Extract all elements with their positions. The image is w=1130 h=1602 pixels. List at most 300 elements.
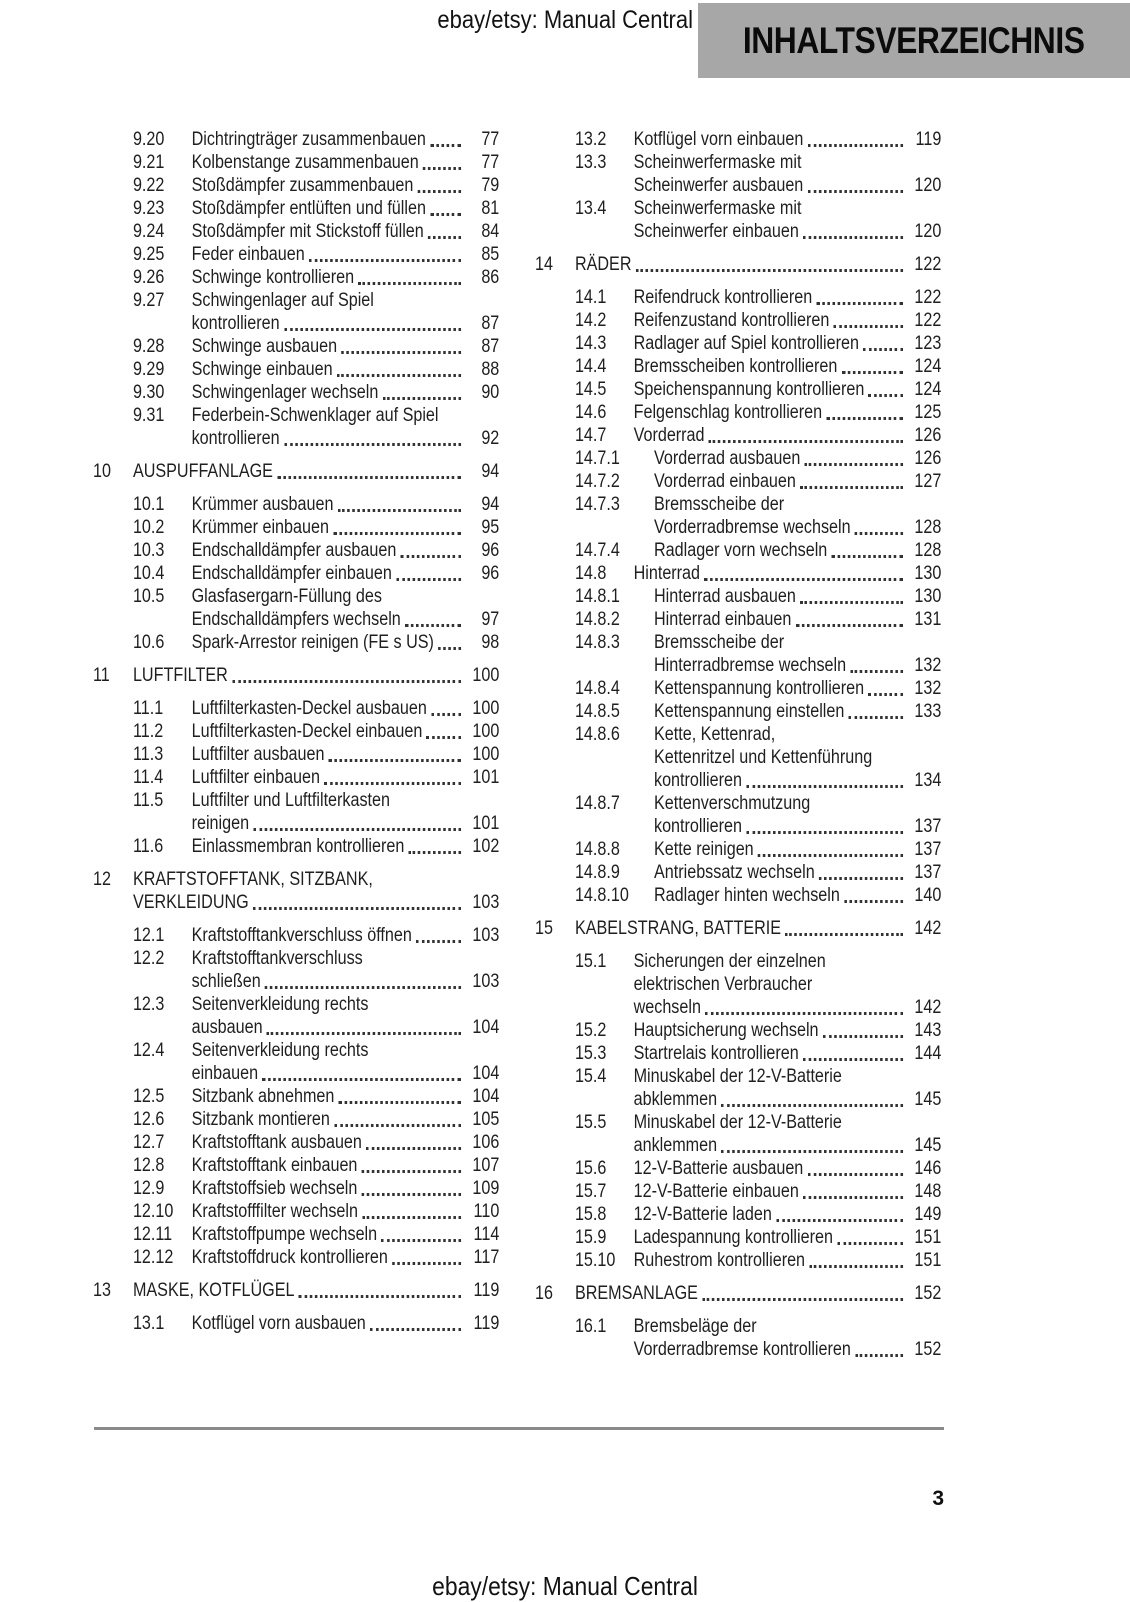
toc-section-entry: [535, 1042, 941, 1065]
toc-section-entry: [535, 677, 941, 700]
toc-entry-number: 12.10: [132, 1201, 174, 1222]
toc-entry-number: 14.8.6: [574, 724, 620, 745]
toc-entry-number: 9.23: [132, 198, 165, 219]
dot-leader: [417, 174, 462, 197]
toc-entry-title: Kotflügel vorn ausbauen: [191, 1313, 366, 1334]
toc-entry-title: Reifendruck kontrollieren: [633, 287, 813, 308]
toc-entry-title: Kraftstofffilter wechseln: [191, 1201, 358, 1222]
toc-entry-body: [192, 789, 500, 835]
dot-leader: [382, 381, 462, 404]
dot-leader: [807, 174, 904, 197]
toc-entry-number: 14.8: [574, 563, 607, 584]
toc-section-entry: [535, 631, 941, 677]
toc-entry-title: Radlager vorn wechseln: [654, 540, 828, 561]
toc-entry-page-number: 87: [481, 336, 500, 357]
dot-leader: [708, 424, 904, 447]
toc-entry-body: [192, 174, 500, 197]
toc-entry-title: Bremsscheiben kontrollieren: [633, 356, 838, 377]
dot-leader: [252, 891, 462, 914]
toc-entry-page-number: 101: [472, 767, 500, 788]
toc-entry-title-line: elektrischen Verbraucher: [633, 974, 813, 995]
toc-section-entry: [93, 766, 499, 789]
toc-entry-body: [634, 1249, 942, 1272]
toc-entry-body: [575, 1282, 941, 1305]
toc-entry-number: 13.4: [574, 198, 607, 219]
toc-entry-page-number: 94: [481, 494, 500, 515]
toc-entry-body: [192, 243, 500, 266]
toc-section-entry: [535, 539, 941, 562]
toc-entry-title: Schwinge kontrollieren: [191, 267, 355, 288]
toc-section-entry: [93, 1223, 499, 1246]
toc-entry-body: [575, 253, 941, 276]
dot-leader: [427, 220, 462, 243]
toc-entry-title: schließen: [191, 971, 261, 992]
toc-entry-title: Felgenschlag kontrollieren: [633, 402, 823, 423]
dot-leader: [836, 1226, 904, 1249]
toc-entry-body: [634, 332, 942, 355]
toc-entry-title: Spark-Arrestor reinigen (FE s US): [191, 632, 434, 653]
toc-section-entry: [535, 128, 941, 151]
toc-entry-number: 12.4: [132, 1040, 165, 1061]
toc-entry-number: 9.27: [132, 290, 165, 311]
toc-section-entry: [93, 1200, 499, 1223]
toc-entry-title: Vorderradbremse kontrollieren: [633, 1339, 851, 1360]
toc-entry-number: 12.8: [132, 1155, 165, 1176]
toc-section-entry: [93, 585, 499, 631]
toc-section-entry: [93, 358, 499, 381]
toc-entry-title: Kraftstoffsieb wechseln: [191, 1178, 358, 1199]
dot-leader: [757, 838, 904, 861]
dot-leader: [775, 1203, 904, 1226]
dot-leader: [408, 835, 462, 858]
toc-entry-number: 16: [535, 1283, 553, 1304]
toc-entry-body: [654, 700, 941, 723]
toc-entry-page-number: 143: [914, 1020, 942, 1041]
toc-entry-title: Hinterrad ausbauen: [654, 586, 796, 607]
toc-entry-title-line: Bremsscheibe der: [654, 632, 785, 653]
toc-entry-body: [654, 861, 941, 884]
dot-leader: [266, 1016, 462, 1039]
toc-entry-number: 14.5: [574, 379, 607, 400]
toc-entry-page-number: 127: [914, 471, 942, 492]
bottom-watermark: [0, 1571, 1130, 1602]
toc-entry-body: [192, 947, 500, 993]
toc-entry-number: 9.26: [132, 267, 165, 288]
toc-entry-number: 15.6: [574, 1158, 607, 1179]
dot-leader: [426, 720, 462, 743]
toc-section-entry: [93, 562, 499, 585]
toc-entry-body: [192, 585, 500, 631]
toc-section-entry: [93, 743, 499, 766]
toc-section-entry: [535, 1203, 941, 1226]
toc-column-right: [535, 128, 941, 1361]
toc-entry-title: abklemmen: [633, 1089, 718, 1110]
dot-leader: [231, 664, 462, 687]
top-watermark-text: ebay/etsy: Manual Central: [437, 6, 693, 34]
toc-entry-title: Krümmer einbauen: [191, 517, 329, 538]
toc-entry-number: 12.1: [132, 925, 165, 946]
toc-section-entry: [535, 1249, 941, 1272]
toc-section-entry: [535, 286, 941, 309]
dot-leader: [701, 1282, 904, 1305]
toc-entry-page-number: 146: [914, 1158, 942, 1179]
toc-entry-number: 14.4: [574, 356, 607, 377]
toc-entry-body: [654, 631, 941, 677]
dot-leader: [802, 1180, 904, 1203]
page-number: 3: [932, 1487, 944, 1510]
toc-entry-body: [192, 266, 500, 289]
toc-entry-body: [133, 868, 499, 914]
toc-section-entry: [535, 1111, 941, 1157]
toc-entry-body: [654, 493, 941, 539]
toc-entry-title: LUFTFILTER: [132, 665, 228, 686]
toc-section-entry: [93, 243, 499, 266]
toc-section-entry: [93, 220, 499, 243]
toc-section-entry: [93, 381, 499, 404]
toc-entry-page-number: 96: [481, 540, 500, 561]
toc-section-entry: [93, 697, 499, 720]
dot-leader: [252, 812, 461, 835]
toc-entry-title: Luftfilter einbauen: [191, 767, 321, 788]
toc-entry-title: MASKE, KOTFLÜGEL: [132, 1280, 295, 1301]
toc-chapter-entry: [535, 253, 941, 276]
toc-entry-page-number: 101: [472, 813, 500, 834]
dot-leader: [340, 335, 461, 358]
toc-entry-number: 12.6: [132, 1109, 165, 1130]
toc-section-entry: [535, 723, 941, 792]
toc-section-entry: [535, 424, 941, 447]
dot-leader: [337, 493, 462, 516]
toc-entry-body: [192, 1246, 500, 1269]
page-header-banner: [698, 3, 1130, 78]
toc-entry-page-number: 132: [914, 655, 942, 676]
toc-entry-number: 14.8.9: [574, 862, 620, 883]
toc-entry-number: 9.21: [132, 152, 165, 173]
toc-entry-title: Feder einbauen: [191, 244, 305, 265]
toc-entry-page-number: 104: [472, 1017, 500, 1038]
dot-leader: [802, 1042, 904, 1065]
toc-entry-title-line: Minuskabel der 12-V-Batterie: [633, 1066, 842, 1087]
toc-entry-title: Vorderrad ausbauen: [654, 448, 801, 469]
dot-leader: [826, 401, 904, 424]
toc-section-entry: [535, 585, 941, 608]
toc-entry-number: 14.8.4: [574, 678, 620, 699]
toc-entry-title: Kraftstofftank einbauen: [191, 1155, 358, 1176]
dot-leader: [437, 631, 462, 654]
toc-entry-title-line: Glasfasergarn-Füllung des: [191, 586, 382, 607]
toc-entry-number: 14.8.5: [574, 701, 620, 722]
toc-entry-number: 12.7: [132, 1132, 165, 1153]
toc-entry-title: 12-V-Batterie laden: [633, 1204, 772, 1225]
dot-leader: [841, 355, 904, 378]
toc-section-entry: [535, 1019, 941, 1042]
toc-entry-page-number: 119: [915, 129, 942, 150]
dot-leader: [429, 128, 462, 151]
toc-entry-body: [192, 562, 500, 585]
toc-entry-title: kontrollieren: [654, 770, 742, 791]
toc-entry-title: Stoßdämpfer entlüften und füllen: [191, 198, 426, 219]
toc-entry-body: [654, 884, 941, 907]
toc-entry-title: reinigen: [191, 813, 250, 834]
toc-entry-number: 10.5: [132, 586, 165, 607]
toc-entry-title: ausbauen: [191, 1017, 263, 1038]
toc-entry-title: kontrollieren: [654, 816, 742, 837]
toc-entry-number: 12.9: [132, 1178, 165, 1199]
toc-entry-title: Kraftstoffdruck kontrollieren: [191, 1247, 388, 1268]
toc-entry-title: Kette reinigen: [654, 839, 754, 860]
toc-entry-page-number: 125: [914, 402, 942, 423]
toc-section-entry: [93, 493, 499, 516]
toc-entry-page-number: 87: [481, 313, 500, 334]
dot-leader: [276, 460, 462, 483]
toc-entry-body: [192, 766, 500, 789]
toc-entry-title: Schwinge einbauen: [191, 359, 333, 380]
toc-chapter-entry: [93, 664, 499, 687]
toc-section-entry: [93, 404, 499, 450]
toc-entry-body: [654, 792, 941, 838]
toc-entry-title-line: Seitenverkleidung rechts: [191, 994, 369, 1015]
toc-entry-page-number: 103: [472, 892, 500, 913]
toc-entry-page-number: 137: [914, 839, 942, 860]
toc-chapter-entry: [93, 868, 499, 914]
toc-entry-page-number: 114: [473, 1224, 500, 1245]
toc-entry-page-number: 92: [481, 428, 500, 449]
toc-entry-body: [192, 516, 500, 539]
toc-entry-body: [192, 404, 500, 450]
dot-leader: [703, 562, 903, 585]
toc-entry-title: Scheinwerfer ausbauen: [633, 175, 804, 196]
toc-entry-title: Startrelais kontrollieren: [633, 1043, 799, 1064]
dot-leader: [868, 378, 904, 401]
toc-entry-number: 15.10: [574, 1250, 616, 1271]
toc-section-entry: [93, 1312, 499, 1335]
toc-entry-number: 11.5: [132, 790, 164, 811]
toc-entry-page-number: 85: [481, 244, 500, 265]
toc-entry-body: [654, 470, 941, 493]
toc-section-entry: [535, 197, 941, 243]
toc-section-entry: [535, 332, 941, 355]
toc-entry-title: Vorderrad: [633, 425, 705, 446]
toc-section-entry: [93, 1085, 499, 1108]
toc-entry-body: [634, 1226, 942, 1249]
toc-entry-number: 14.8.1: [574, 586, 620, 607]
toc-entry-page-number: 144: [914, 1043, 942, 1064]
toc-entry-body: [192, 493, 500, 516]
toc-entry-title: VERKLEIDUNG: [132, 892, 249, 913]
toc-entry-number: 9.30: [132, 382, 165, 403]
toc-entry-body: [654, 677, 941, 700]
toc-entry-page-number: 124: [914, 356, 942, 377]
dot-leader: [391, 1246, 462, 1269]
toc-entry-body: [192, 1154, 500, 1177]
toc-entry-page-number: 122: [914, 310, 942, 331]
toc-entry-title: Endschalldämpfer ausbauen: [191, 540, 397, 561]
toc-entry-body: [133, 1279, 499, 1302]
toc-section-entry: [93, 174, 499, 197]
toc-entry-title: Kotflügel vorn einbauen: [633, 129, 804, 150]
toc-entry-title: Hinterrad: [633, 563, 701, 584]
toc-entry-body: [634, 128, 942, 151]
toc-entry-body: [634, 1180, 942, 1203]
toc-entry-page-number: 94: [481, 461, 500, 482]
toc-section-entry: [93, 335, 499, 358]
toc-entry-body: [133, 460, 499, 483]
dot-leader: [720, 1134, 903, 1157]
toc-entry-title: Ladespannung kontrollieren: [633, 1227, 833, 1248]
toc-entry-page-number: 128: [914, 517, 942, 538]
dot-leader: [795, 608, 904, 631]
toc-entry-number: 10.6: [132, 632, 165, 653]
toc-section-entry: [535, 1180, 941, 1203]
toc-entry-number: 14.1: [574, 287, 607, 308]
toc-entry-number: 11.2: [132, 721, 164, 742]
toc-entry-number: 11.4: [132, 767, 164, 788]
toc-entry-number: 15.8: [574, 1204, 607, 1225]
dot-leader: [365, 1131, 462, 1154]
dot-leader: [415, 924, 462, 947]
dot-leader: [848, 700, 904, 723]
toc-section-entry: [535, 562, 941, 585]
toc-entry-title-line: Kettenritzel und Kettenführung: [654, 747, 873, 768]
toc-section-entry: [93, 1177, 499, 1200]
toc-entry-title-line: Bremsscheibe der: [654, 494, 785, 515]
toc-section-entry: [535, 608, 941, 631]
toc-entry-page-number: 90: [481, 382, 500, 403]
dot-leader: [799, 585, 904, 608]
toc-entry-body: [634, 562, 942, 585]
dot-leader: [745, 815, 904, 838]
toc-entry-number: 9.29: [132, 359, 165, 380]
toc-entry-body: [634, 309, 942, 332]
toc-entry-number: 14.7: [574, 425, 607, 446]
toc-entry-page-number: 77: [481, 129, 500, 150]
toc-entry-title: Kolbenstange zusammenbauen: [191, 152, 419, 173]
dot-leader: [333, 1108, 462, 1131]
toc-entry-page-number: 126: [914, 425, 942, 446]
dot-leader: [818, 861, 904, 884]
toc-entry-number: 15.9: [574, 1227, 607, 1248]
toc-entry-page-number: 130: [914, 586, 942, 607]
toc-entry-title: Kraftstofftank ausbauen: [191, 1132, 362, 1153]
toc-section-entry: [535, 1226, 941, 1249]
toc-entry-number: 14.2: [574, 310, 607, 331]
toc-entry-number: 12.3: [132, 994, 165, 1015]
toc-column-left: [93, 128, 499, 1335]
toc-chapter-entry: [535, 917, 941, 940]
toc-entry-number: 12: [93, 869, 111, 890]
toc-entry-number: 11.3: [132, 744, 164, 765]
toc-entry-body: [192, 289, 500, 335]
toc-section-entry: [93, 516, 499, 539]
toc-entry-body: [192, 993, 500, 1039]
toc-entry-page-number: 100: [472, 698, 500, 719]
toc-entry-page-number: 128: [914, 540, 942, 561]
toc-entry-body: [634, 1065, 942, 1111]
toc-entry-page-number: 145: [914, 1135, 942, 1156]
toc-entry-title-line: Scheinwerfermaske mit: [633, 198, 802, 219]
toc-section-entry: [535, 493, 941, 539]
toc-entry-title-line: Federbein-Schwenklager auf Spiel: [191, 405, 439, 426]
toc-entry-body: [192, 1039, 500, 1085]
dot-leader: [381, 1223, 462, 1246]
toc-entry-body: [133, 664, 499, 687]
dot-leader: [430, 697, 462, 720]
toc-entry-number: 11.6: [132, 836, 164, 857]
toc-entry-title-line: Bremsbeläge der: [633, 1316, 757, 1337]
toc-section-entry: [535, 700, 941, 723]
toc-entry-title-line: Luftfilter und Luftfilterkasten: [191, 790, 391, 811]
toc-entry-page-number: 152: [914, 1283, 942, 1304]
toc-entry-number: 13: [93, 1280, 111, 1301]
toc-entry-page-number: 145: [914, 1089, 942, 1110]
toc-section-entry: [93, 128, 499, 151]
toc-entry-title: Sitzbank montieren: [191, 1109, 330, 1130]
toc-entry-title: Endschalldämpfers wechseln: [191, 609, 401, 630]
toc-entry-page-number: 130: [914, 563, 942, 584]
toc-entry-title-line: Kraftstofftankverschluss: [191, 948, 363, 969]
dot-leader: [799, 470, 904, 493]
toc-entry-page-number: 95: [481, 517, 500, 538]
toc-entry-number: 14.3: [574, 333, 607, 354]
dot-leader: [784, 917, 903, 940]
toc-section-entry: [535, 950, 941, 1019]
toc-entry-page-number: 81: [481, 198, 500, 219]
toc-entry-page-number: 120: [914, 221, 942, 242]
toc-section-entry: [535, 378, 941, 401]
dot-leader: [283, 427, 462, 450]
toc-section-entry: [93, 835, 499, 858]
dot-leader: [816, 286, 904, 309]
toc-entry-body: [654, 838, 941, 861]
toc-entry-page-number: 100: [472, 665, 500, 686]
dot-leader: [807, 1157, 904, 1180]
toc-entry-page-number: 86: [481, 267, 500, 288]
toc-section-entry: [93, 1108, 499, 1131]
toc-entry-title: 12-V-Batterie einbauen: [633, 1181, 799, 1202]
toc-section-entry: [93, 1131, 499, 1154]
toc-entry-body: [192, 1223, 500, 1246]
toc-entry-body: [192, 197, 500, 220]
toc-entry-number: 14.7.1: [574, 448, 620, 469]
toc-entry-page-number: 77: [481, 152, 500, 173]
toc-entry-page-number: 126: [914, 448, 942, 469]
toc-entry-page-number: 103: [472, 925, 500, 946]
toc-entry-body: [192, 1312, 500, 1335]
toc-section-entry: [93, 1246, 499, 1269]
toc-entry-page-number: 151: [914, 1250, 942, 1271]
dot-leader: [298, 1279, 462, 1302]
toc-entry-number: 9.24: [132, 221, 165, 242]
toc-entry-title: wechseln: [633, 997, 701, 1018]
toc-entry-page-number: 137: [914, 816, 942, 837]
toc-entry-page-number: 142: [914, 997, 942, 1018]
dot-leader: [361, 1177, 462, 1200]
toc-entry-page-number: 119: [473, 1280, 500, 1301]
toc-entry-body: [634, 424, 942, 447]
toc-entry-title: 12-V-Batterie ausbauen: [633, 1158, 804, 1179]
toc-entry-body: [634, 1315, 942, 1361]
toc-entry-body: [192, 697, 500, 720]
toc-entry-number: 15.3: [574, 1043, 607, 1064]
toc-entry-body: [634, 197, 942, 243]
dot-leader: [822, 1019, 904, 1042]
dot-leader: [833, 309, 904, 332]
toc-section-entry: [93, 720, 499, 743]
dot-leader: [400, 539, 462, 562]
toc-section-entry: [535, 1065, 941, 1111]
toc-entry-title: Luftfilterkasten-Deckel ausbauen: [191, 698, 427, 719]
toc-entry-title: Endschalldämpfer einbauen: [191, 563, 392, 584]
